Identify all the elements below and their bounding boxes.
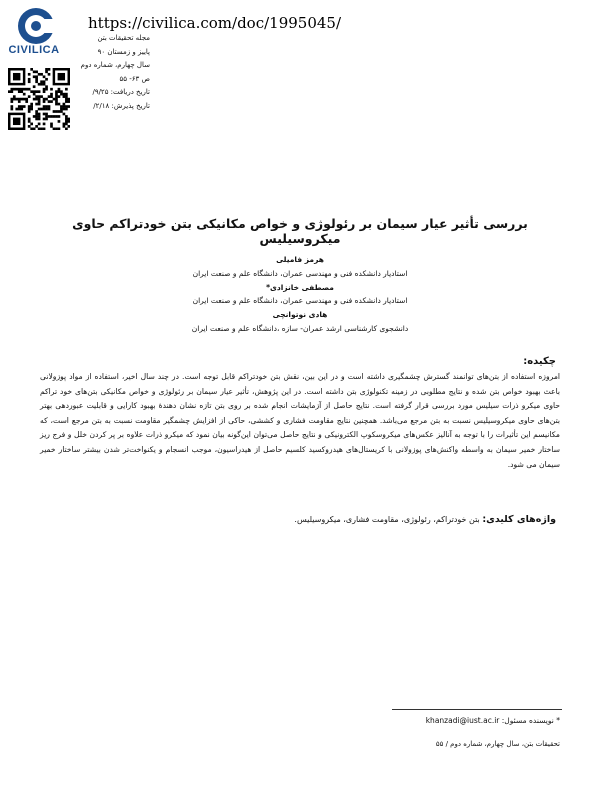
footnote-divider bbox=[392, 709, 562, 710]
keywords bbox=[36, 514, 556, 525]
civilica-logo-icon bbox=[12, 6, 60, 46]
logo-text: CIVILICA bbox=[8, 44, 60, 56]
received-date: تاریخ دریافت: ۹/۲۵/ bbox=[92, 88, 150, 96]
abstract-text: امروزه استفاده از بتن‌های توانمند گسترش چشمگیری داشته است و در این بین، نقش بتن خودتراکم قابل توجه است. در چند سال اخیر، استفاده از مواد پوزولانی باعث بهبود خواص بتن شده و نتایج مطلوبی در زمینه تکنولوژی بتن داشته است. در این پژوهش، تأثیر عیار سیمان بر رئولوژی و خواص مکانیکی بتن‌های خود تراکم حاوی میکرو ذرات سیلیس مورد بررسی قرار گرفته است. نتایج حاصل از آزمایشات انجام شده بر روی بتن تازه نشان دهندهٔ بهبود کارایی و قابلیت عبوردهی بهتر بتن‌های حاوی میکروسیلیس نسبت به بتن مرجع می‌باشد. همچنین نتایج مقاومت فشاری و کششی، حاکی از افزایش چشمگیر مقاومت نسبت به بتن مرجع است، که مکانیسم این تأثیرات را با توجه به آنالیز عکس‌های میکروسکوپ الکترونیکی و نتایج حاصل می‌توان این‌گونه بیان نمود که میکرو ذرات علاوه بر پر کردن خلل و فرج ریز ساختار خمیر سیمان به واسطه واکنش‌های پوزولانی با کریستال‌های هیدروکسید کلسیم حاصل از هیدراسیون، موجب انسجام و یکنواخت‌تر شدن بیشتر ساختار خمیر سیمان می شود. bbox=[40, 372, 560, 469]
keywords-text: بتن خودتراکم، رئولوژی، مقاومت فشاری، میکروسیلیس. bbox=[294, 515, 480, 524]
document-url[interactable]: https://civilica.com/doc/1995045/ bbox=[88, 14, 342, 32]
journal-name: مجله تحقیقات بتن bbox=[97, 34, 150, 42]
paper-title: بررسی تأثیر عیار سیمان بر رئولوژی و خواص مکانیکی بتن خودتراکم حاوی میکروسیلیس bbox=[72, 216, 528, 246]
author-affiliation: دانشجوی کارشناسی ارشد عمران- سازه ،دانشگاه علم و صنعت ایران bbox=[191, 323, 409, 333]
corresponding-author-note bbox=[426, 716, 560, 725]
page-footer: تحقیقات بتن، سال چهارم، شماره دوم / ۵۵ bbox=[435, 740, 560, 748]
author-block bbox=[150, 253, 450, 336]
qr-code-icon bbox=[8, 68, 70, 130]
author-affiliation: استادیار دانشکده فنی و مهندسی عمران، دانشگاه علم و صنعت ایران bbox=[192, 268, 408, 278]
journal-season: پاییز و زمستان ۹۰ bbox=[97, 47, 150, 56]
footnote-email[interactable]: khanzadi@iust.ac.ir bbox=[425, 716, 500, 725]
author-name: هادی نوتوانچی bbox=[272, 310, 328, 320]
abstract-heading: چکیده: bbox=[523, 356, 556, 367]
author-name: هرمز فامیلی bbox=[276, 255, 324, 264]
qr-code bbox=[8, 68, 70, 130]
author-name: مصطفی خانزادی* bbox=[266, 282, 334, 292]
journal-volume: سال چهارم، شماره دوم bbox=[80, 61, 150, 69]
keywords-label: واژه‌های کلیدی: bbox=[482, 514, 556, 525]
author-affiliation: استادیار دانشکده فنی و مهندسی عمران، دانشگاه علم و صنعت ایران bbox=[192, 296, 408, 306]
journal-info bbox=[72, 32, 150, 113]
journal-pages: ص ۶۳- ۵۵ bbox=[119, 74, 150, 83]
footnote-label: * نویسنده مسئول: bbox=[501, 716, 560, 725]
accepted-date: تاریخ پذیرش: ۲/۱۸/ bbox=[93, 101, 150, 110]
